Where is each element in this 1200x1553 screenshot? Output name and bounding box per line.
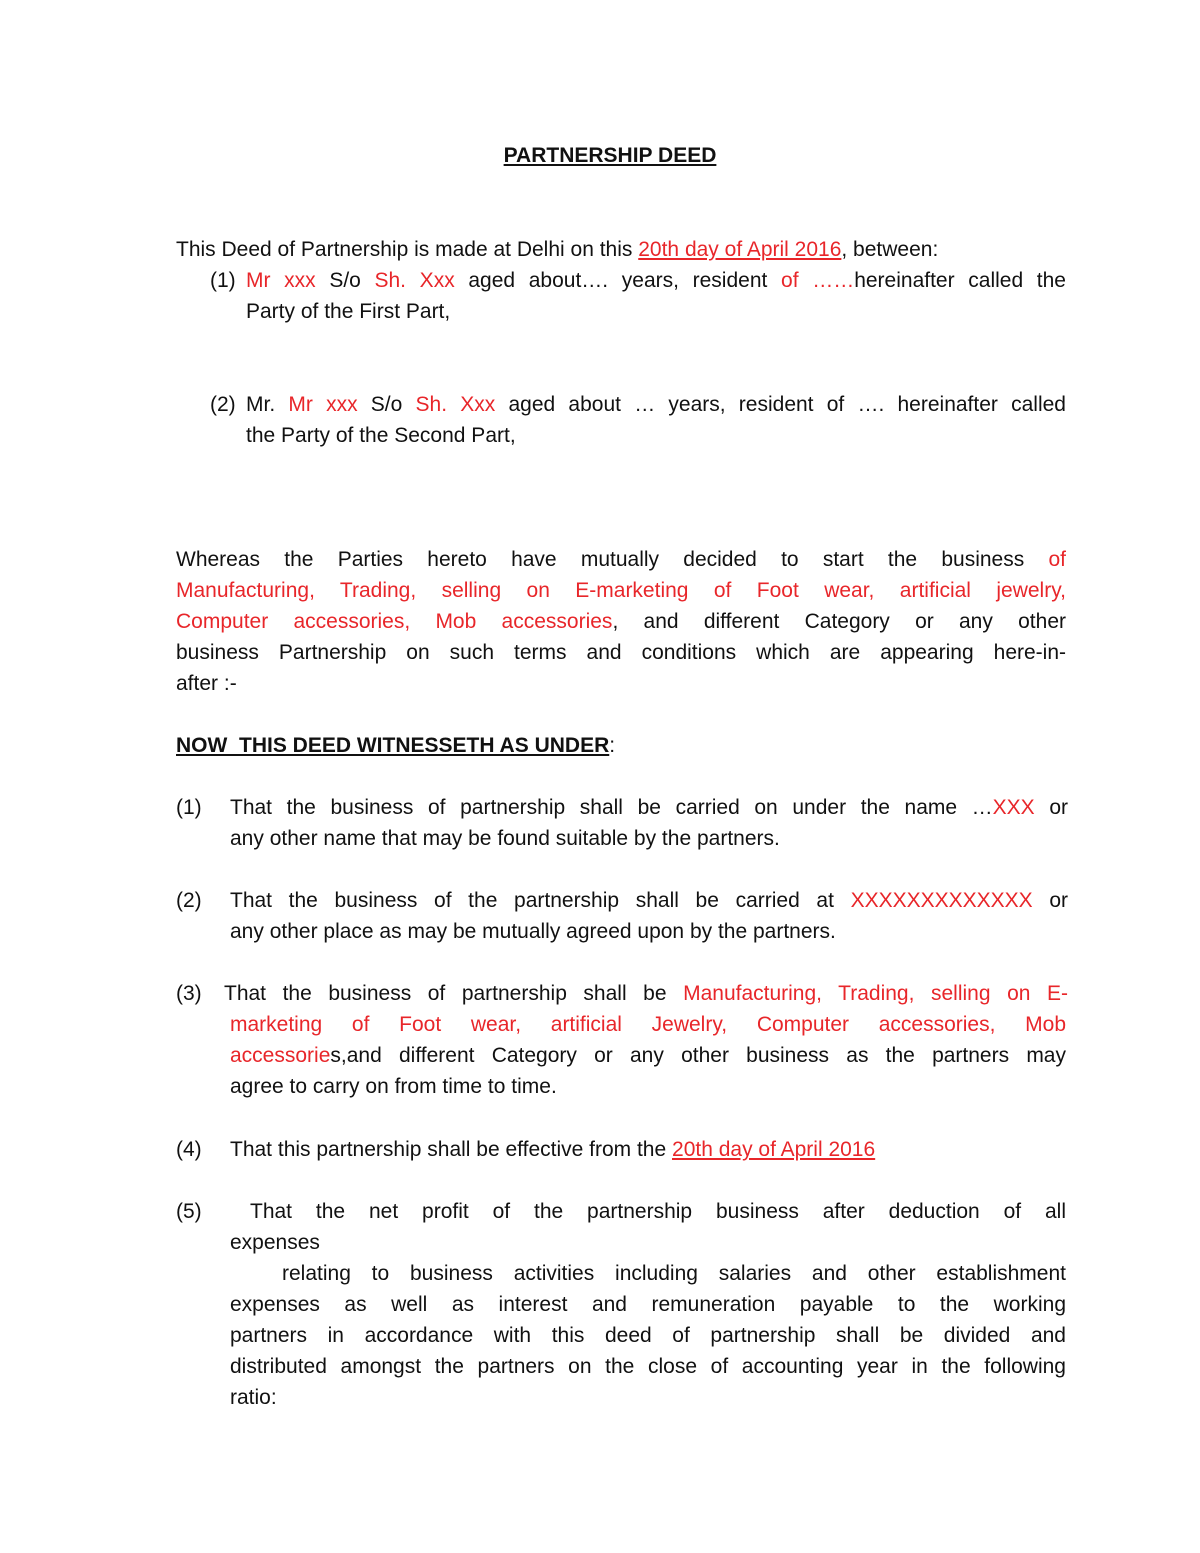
intro-text: This Deed of Partnership is made at Delhi on this — [176, 238, 639, 261]
heading-colon: : — [609, 734, 616, 757]
whereas-l3-red: Computer accessories, Mob accessories — [176, 610, 613, 633]
whereas-line2: Manufacturing, Trading, selling on E-marketing of Foot wear, artificial jewelry, — [176, 579, 1066, 602]
clause5-text5: partners in accordance with this deed of partnership shall be divided and — [230, 1324, 1066, 1347]
whereas-line4: business Partnership on such terms and conditions which are appearing here-in- — [176, 641, 1066, 664]
party2-line2: the Party of the Second Part, — [246, 424, 516, 447]
clause1-line2: any other name that may be found suitable by the partners. — [230, 827, 780, 850]
witnesseth-heading — [176, 732, 615, 760]
clause3-number: (3) — [176, 982, 202, 1005]
party2-end: aged about … years, resident of …. hereinafter called — [495, 393, 1066, 416]
clause1-name: XXX — [992, 796, 1035, 819]
party1-end: hereinafter called the — [854, 269, 1066, 292]
party1-name: Mr xxx — [246, 269, 316, 292]
party2-mr: Mr. — [246, 393, 289, 416]
clause1-number: (1) — [176, 796, 202, 819]
party2-so: S/o — [357, 393, 416, 416]
heading-text: NOW THIS DEED WITNESSETH AS UNDER — [176, 734, 610, 757]
clause3-red2: marketing of Foot wear, artificial Jewelry, Computer accessories, Mob — [230, 1013, 1066, 1036]
clause4-number: (4) — [176, 1138, 202, 1161]
intro-line — [176, 236, 938, 264]
whereas-l1-text: Whereas the Parties hereto have mutually decided to start the business — [176, 548, 1025, 571]
clause3-red3: accessorie — [230, 1044, 331, 1067]
whereas-paragraph — [176, 546, 1066, 706]
clause2-text: That the business of the partnership shall be carried at — [230, 889, 834, 912]
party1-number: (1) — [210, 269, 236, 292]
party1-father: Sh. Xxx — [374, 269, 455, 292]
clause5-text4: expenses as well as interest and remuneration payable to the working — [230, 1293, 1066, 1316]
clause3-text: That the business of partnership shall be — [224, 982, 667, 1005]
clause3-text3: s,and different Category or any other business as the partners may — [330, 1044, 1066, 1067]
whereas-line5: after :- — [176, 672, 237, 695]
whereas-l3-text: , and different Category or any other — [612, 610, 1066, 633]
whereas-l1-red: of — [1048, 548, 1066, 571]
clause5-line2: expenses — [230, 1231, 320, 1254]
clause2-number: (2) — [176, 889, 202, 912]
party2-name: Mr xxx — [288, 393, 358, 416]
intro-date: 20th day of April 2016 — [638, 238, 842, 261]
whereas-line1 — [176, 546, 1066, 574]
clause3-red1: Manufacturing, Trading, selling on E- — [683, 982, 1068, 1005]
party2-father: Sh. Xxx — [415, 393, 496, 416]
page-title: PARTNERSHIP DEED — [503, 144, 717, 167]
clause5-text3: relating to business activities including salaries and other establishment — [282, 1262, 1066, 1285]
clause2-place: XXXXXXXXXXXXX — [850, 889, 1033, 912]
clause4-line — [230, 1136, 875, 1164]
whereas-line3 — [176, 608, 1066, 636]
party1-so: S/o — [315, 269, 375, 292]
party1-of: of …… — [781, 269, 855, 292]
clause5-text1: That the net profit of the partnership business after deduction of all — [250, 1200, 1066, 1223]
clause2-line2: any other place as may be mutually agreed upon by the partners. — [230, 920, 836, 943]
clause1-text: That the business of partnership shall be carried on under the name … — [230, 796, 993, 819]
party1-line2: Party of the First Part, — [246, 300, 451, 323]
clause2-or: or — [1049, 889, 1069, 912]
clause4-date: 20th day of April 2016 — [672, 1138, 876, 1161]
clause3-line4: agree to carry on from time to time. — [230, 1075, 557, 1098]
clause5-number: (5) — [176, 1200, 202, 1223]
party2-number: (2) — [210, 393, 236, 416]
clause1-or: or — [1034, 796, 1068, 819]
clause4-text: That this partnership shall be effective from the — [230, 1138, 673, 1161]
clause5-line7: ratio: — [230, 1386, 277, 1409]
clause5-text6: distributed amongst the partners on the close of accounting year in the following — [230, 1355, 1066, 1378]
party1-mid: aged about…. years, resident — [454, 269, 782, 292]
intro-tail: , between: — [841, 238, 939, 261]
